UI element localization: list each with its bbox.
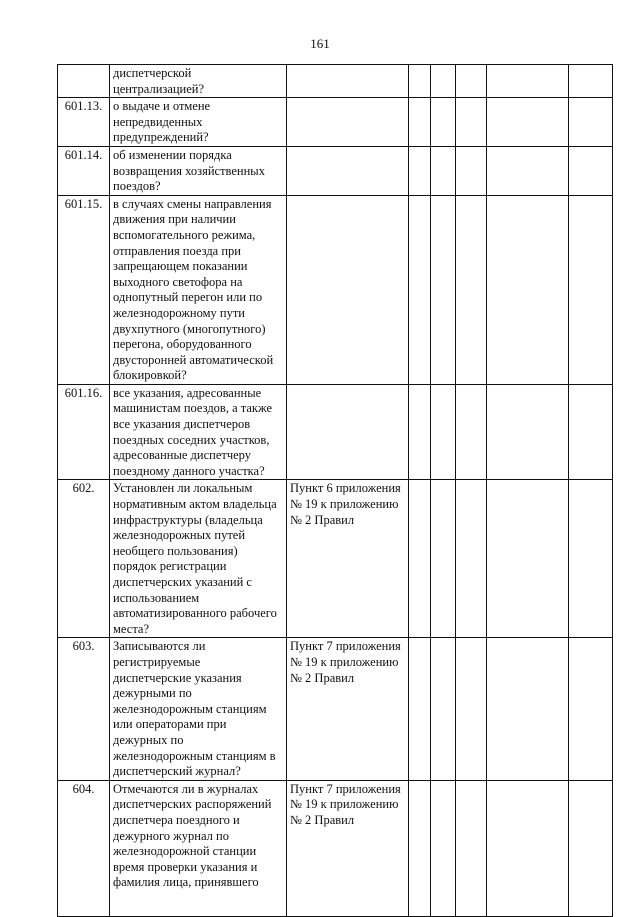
answer-cell-na [456,638,487,780]
answer-cell-na [456,780,487,916]
item-reference [287,146,409,195]
answer-cell-yes [409,638,431,780]
answer-cell-yes [409,780,431,916]
item-number: 601.13. [58,98,110,147]
item-number: 603. [58,638,110,780]
answer-cell-na [456,384,487,480]
extra-cell [569,65,613,98]
item-question: диспетчерской централизацией? [110,65,287,98]
table-row [58,780,613,916]
table-row [58,480,613,638]
item-reference [287,195,409,384]
item-reference [287,65,409,98]
table-row [58,98,613,147]
extra-cell [569,146,613,195]
item-question: Записываются ли регистрируемые диспетчерские указания дежурными по железнодорожным станциям или операторами при дежурных по железнодорожным станциям в диспетчерский журнал? [110,638,287,780]
item-reference: Пункт 6 приложения № 19 к приложению № 2 Правил [287,480,409,638]
notes-cell [487,638,569,780]
answer-cell-yes [409,480,431,638]
item-question: Установлен ли локальным нормативным актом владельца инфраструктуры (владельца железнодорожных путей необщего пользования) порядок регистрации диспетчерских указаний с использованием автоматизированного рабочего места? [110,480,287,638]
table-row [58,65,613,98]
notes-cell [487,480,569,638]
item-number [58,65,110,98]
item-number: 601.15. [58,195,110,384]
extra-cell [569,638,613,780]
item-reference: Пункт 7 приложения № 19 к приложению № 2 Правил [287,638,409,780]
table-row [58,638,613,780]
answer-cell-yes [409,146,431,195]
extra-cell [569,780,613,916]
item-question: Отмечаются ли в журналах диспетчерских распоряжений диспетчера поездного и дежурного журнал по железнодорожной станции время проверки указания и фамилия лица, принявшего [110,780,287,916]
answer-cell-na [456,195,487,384]
notes-cell [487,195,569,384]
item-number: 604. [58,780,110,916]
answer-cell-yes [409,384,431,480]
answer-cell-no [431,480,456,638]
answer-cell-no [431,146,456,195]
answer-cell-na [456,65,487,98]
answer-cell-yes [409,65,431,98]
page-number: 161 [310,36,330,51]
answer-cell-na [456,146,487,195]
table-row [58,195,613,384]
notes-cell [487,98,569,147]
item-reference [287,384,409,480]
item-number: 601.14. [58,146,110,195]
answer-cell-no [431,65,456,98]
answer-cell-no [431,780,456,916]
table-row [58,384,613,480]
answer-cell-no [431,638,456,780]
notes-cell [487,146,569,195]
item-question: о выдаче и отмене непредвиденных предупреждений? [110,98,287,147]
checklist-table [57,64,613,917]
answer-cell-na [456,98,487,147]
notes-cell [487,780,569,916]
item-reference: Пункт 7 приложения № 19 к приложению № 2 Правил [287,780,409,916]
item-reference [287,98,409,147]
extra-cell [569,195,613,384]
answer-cell-yes [409,195,431,384]
item-question: в случаях смены направления движения при наличии вспомогательного режима, отправления поезда при запрещающем показании выходного светофора на однопутный перегон или по железнодорожному пути двухпутного (многопутного) перегона, оборудованного двусторонней автоматической блокировкой? [110,195,287,384]
answer-cell-no [431,195,456,384]
item-number: 601.16. [58,384,110,480]
notes-cell [487,384,569,480]
extra-cell [569,384,613,480]
notes-cell [487,65,569,98]
answer-cell-no [431,98,456,147]
item-question: об изменении порядка возвращения хозяйственных поездов? [110,146,287,195]
item-number: 602. [58,480,110,638]
answer-cell-yes [409,98,431,147]
extra-cell [569,480,613,638]
answer-cell-no [431,384,456,480]
extra-cell [569,98,613,147]
table-row [58,146,613,195]
item-question: все указания, адресованные машинистам поездов, а также все указания диспетчеров поездных соседних участков, адресованные диспетчеру поездному данного участка? [110,384,287,480]
answer-cell-na [456,480,487,638]
